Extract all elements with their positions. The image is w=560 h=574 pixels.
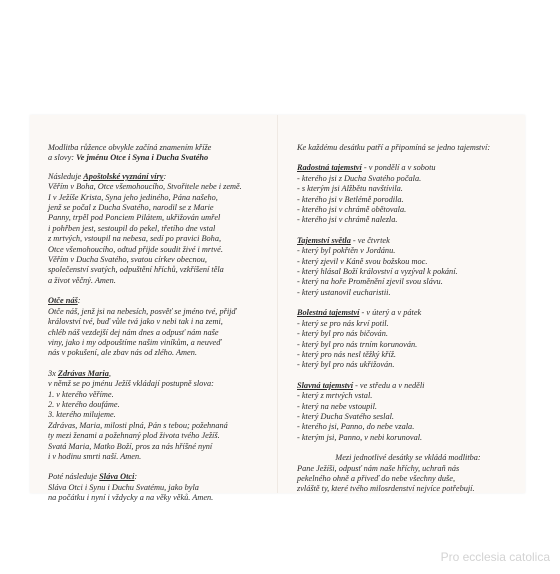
card-fold bbox=[277, 115, 278, 493]
joyful-mystery: - kterého jsi v chrámě nalezla. bbox=[297, 215, 398, 225]
hail-mary-item: 3. kterého milujeme. bbox=[48, 410, 116, 420]
sign-of-cross: Ve jménu Otce i Syna i Ducha Svatého bbox=[76, 153, 209, 163]
creed-line: Věřím v Ducha Svatého, svatou církev obecnou, bbox=[48, 255, 207, 265]
creed-line: Věřím v Boha, Otce všemohoucího, Stvořitele nebe i země. bbox=[48, 182, 242, 192]
right-column bbox=[297, 143, 519, 495]
glory-line: na počátku i nyní i vždycky a na věky věků. Amen. bbox=[48, 493, 214, 503]
glorious-mystery: - kterého jsi, Panno, do nebe vzala. bbox=[297, 422, 415, 432]
creed-line: a život věčný. Amen. bbox=[48, 275, 116, 285]
mysteries-intro: Ke každému desátku patří a připomíná se jedno tajemství: bbox=[297, 143, 491, 152]
sorrowful-mystery: - který pro nás nesl těžký kříž. bbox=[297, 349, 396, 359]
luminous-mystery: - který na hoře Proměnění zjevil svou slávu. bbox=[297, 277, 443, 287]
joyful-mystery: - kterého jsi z Ducha Svatého počala. bbox=[297, 173, 422, 183]
creed-line: I v Ježíše Krista, Syna jeho jediného, Pána našeho, bbox=[48, 192, 218, 202]
hail-mary-line: Svatá Maria, Matko Boží, pros za nás hříšné nyní bbox=[48, 441, 213, 451]
creed-line: z mrtvých, vstoupil na nebesa, sedí po pravici Boha, bbox=[48, 234, 222, 244]
hail-mary-heading: 3x Zdrávas Maria, bbox=[48, 368, 111, 378]
joyful-mystery: - kterého jsi v Betlémě porodila. bbox=[297, 194, 404, 204]
creed-line: jenž se počal z Ducha Svatého, narodil se z Marie bbox=[48, 203, 214, 213]
sorrowful-mystery: - který se pro nás krví potil. bbox=[297, 318, 389, 328]
sorrowful-mystery: - který byl pro nás trním korunován. bbox=[297, 339, 418, 349]
fatima-intro: Mezi jednotlivé desátky se vkládá modlitba: bbox=[335, 453, 481, 463]
fatima-line: Pane Ježíši, odpusť nám naše hříchy, uchraň nás bbox=[297, 463, 460, 473]
glory-heading: Poté následuje Sláva Otci: bbox=[48, 472, 138, 482]
creed-line: Panny, trpěl pod Ponciem Pilátem, ukřižován umřel bbox=[48, 213, 221, 223]
our-father-line: viny, jako i my odpouštíme našim viníkům, a neuveď bbox=[48, 337, 222, 347]
glorious-mystery: - který z mrtvých vstal. bbox=[297, 391, 373, 401]
fatima-line: pekelného ohně a přiveď do nebe všechny duše, bbox=[297, 473, 456, 483]
intro-line: a slovy: Ve jménu Otce i Syna i Ducha Svatého bbox=[48, 153, 209, 163]
glorious-heading: Slavná tajemství - ve středu a v neděli bbox=[297, 380, 425, 390]
our-father-line: nás v pokušení, ale zbav nás od zlého. Amen. bbox=[48, 348, 197, 358]
joyful-mystery: - kterého jsi v chrámě obětovala. bbox=[297, 205, 407, 215]
watermark: Pro ecclesia catolica bbox=[440, 550, 550, 564]
luminous-mystery: - který hlásal Boží království a vyzýval k pokání. bbox=[297, 267, 458, 277]
hail-mary-item: 2. v kterého doufáme. bbox=[48, 399, 120, 409]
sorrowful-heading: Bolestná tajemství - v úterý a v pátek bbox=[297, 308, 422, 318]
fatima-line: zvláště ty, které tvého milosrdenství nejvíce potřebují. bbox=[297, 484, 475, 494]
creed-line: společenství svatých, odpuštění hříchů, vzkříšení těla bbox=[48, 265, 224, 275]
our-father-heading: Otče náš: bbox=[48, 296, 81, 306]
our-father-line: Otče náš, jenž jsi na nebesích, posvěť se jméno tvé, přijď bbox=[48, 306, 237, 316]
glory-line: Sláva Otci i Synu i Duchu Svatému, jako byla bbox=[48, 482, 199, 492]
glorious-mystery: - který Ducha Svatého seslal. bbox=[297, 411, 394, 421]
joyful-heading: Radostná tajemství - v pondělí a v sobotu bbox=[297, 163, 436, 173]
creed-heading: Následuje Apoštolské vyznání víry: bbox=[48, 171, 167, 181]
our-father-line: království tvé, buď vůle tvá jako v nebi tak i na zemi, bbox=[48, 317, 223, 327]
hail-mary-line: ty mezi ženami a požehnaný plod života tvého Ježíš. bbox=[48, 431, 220, 441]
hail-mary-line: i v hodinu smrti naší. Amen. bbox=[48, 451, 142, 461]
our-father-line: chléb náš vezdejší dej nám dnes a odpusť nám naše bbox=[48, 327, 219, 337]
luminous-mystery: - který ustanovil eucharistii. bbox=[297, 287, 391, 297]
left-column bbox=[48, 143, 266, 504]
glorious-mystery: - kterým jsi, Panno, v nebi korunoval. bbox=[297, 432, 423, 442]
luminous-mystery: - který zjevil v Káně svou božskou moc. bbox=[297, 256, 428, 266]
creed-line: Otce všemohoucího, odtud přijde soudit živé i mrtvé. bbox=[48, 244, 223, 254]
hail-mary-item: 1. v kterého věříme. bbox=[48, 389, 114, 399]
luminous-heading: Tajemství světla - ve čtvrtek bbox=[297, 235, 390, 245]
sorrowful-mystery: - který byl pro nás ukřižován. bbox=[297, 360, 395, 370]
luminous-mystery: - který byl pokřtěn v Jordánu. bbox=[297, 246, 396, 256]
sorrowful-mystery: - který byl pro nás bičován. bbox=[297, 329, 388, 339]
hail-mary-line: Zdrávas, Maria, milosti plná, Pán s tebou; požehnaná bbox=[48, 420, 228, 430]
glorious-mystery: - který na nebe vstoupil. bbox=[297, 401, 377, 411]
hail-mary-intro: v němž se po jménu Ježíš vkládají postupně slova: bbox=[48, 379, 214, 389]
intro-line: Modlitba růžence obvykle začíná znamením kříže bbox=[48, 143, 212, 152]
joyful-mystery: - s kterým jsi Alžbětu navštívila. bbox=[297, 184, 403, 194]
creed-line: i pohřben jest, sestoupil do pekel, třetího dne vstal bbox=[48, 223, 216, 233]
